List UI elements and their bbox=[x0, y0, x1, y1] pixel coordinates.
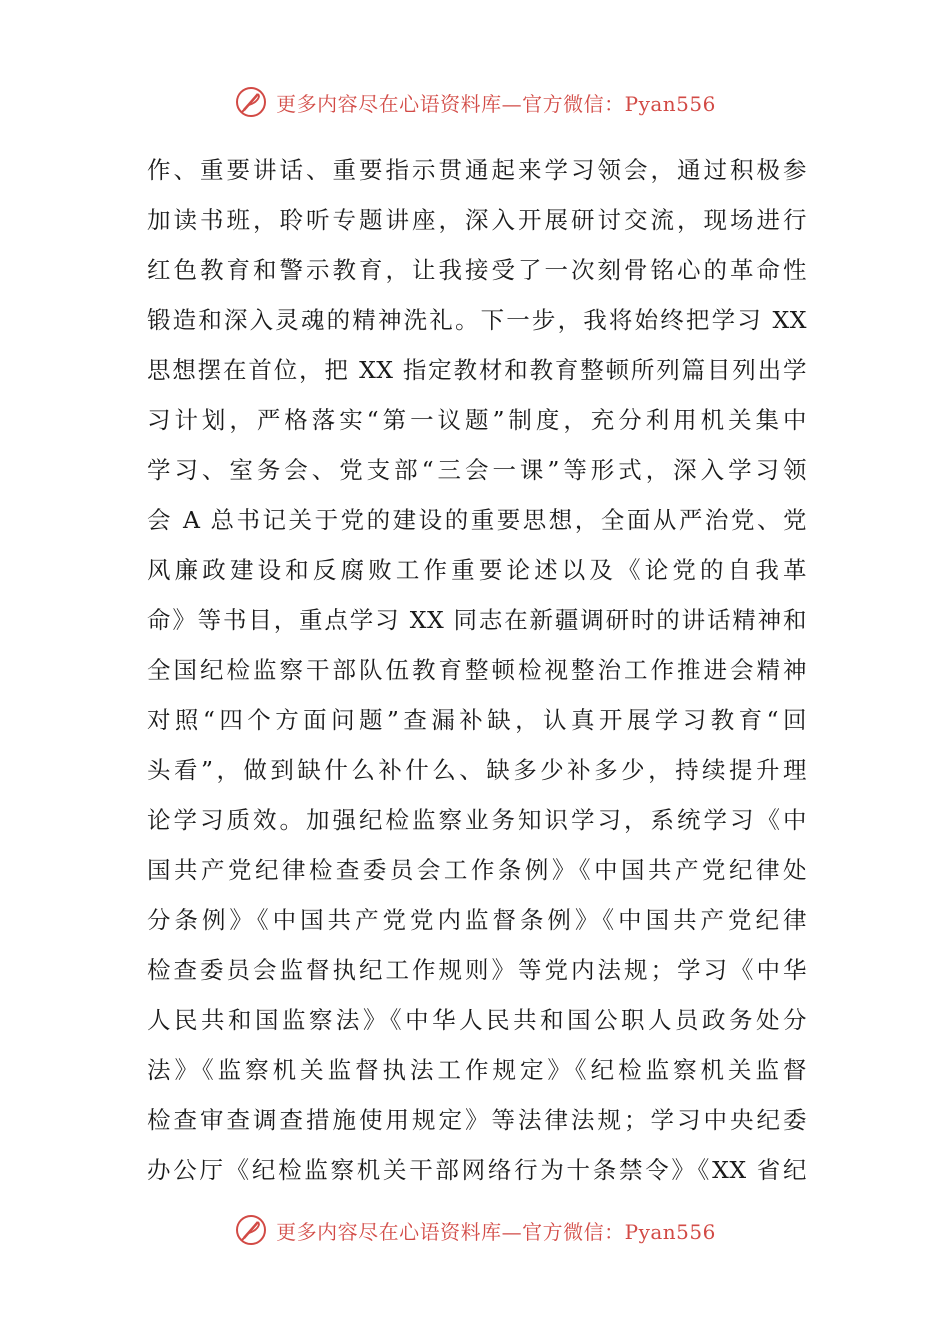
body-line: 人民共和国监察法》《中华人民共和国公职人员政务处分 bbox=[147, 1006, 807, 1034]
header-banner-text: 更多内容尽在心语资料库—官方微信：Pyan556 bbox=[276, 91, 716, 116]
body-line: 加读书班，聆听专题讲座，深入开展研讨交流，现场进行 bbox=[147, 206, 807, 234]
body-line: 习计划，严格落实“第一议题”制度，充分利用机关集中 bbox=[147, 406, 807, 434]
body-line: 学习、室务会、党支部“三会一课”等形式，深入学习领 bbox=[147, 456, 807, 484]
body-line: 分条例》《中国共产党党内监督条例》《中国共产党纪律 bbox=[147, 906, 807, 934]
body-line: 头看”，做到缺什么补什么、缺多少补多少，持续提升理 bbox=[147, 756, 807, 784]
document-body bbox=[147, 145, 807, 1195]
body-line: 法》《监察机关监督执法工作规定》《纪检监察机关监督 bbox=[147, 1056, 807, 1084]
body-line: 办公厅《纪检监察机关干部网络行为十条禁令》《XX 省纪 bbox=[147, 1156, 807, 1184]
body-line: 锻造和深入灵魂的精神洗礼。下一步，我将始终把学习 XX bbox=[147, 306, 807, 334]
body-line: 命》等书目，重点学习 XX 同志在新疆调研时的讲话精神和 bbox=[147, 606, 807, 634]
body-line: 风廉政建设和反腐败工作重要论述以及《论党的自我革 bbox=[147, 556, 807, 584]
footer-banner bbox=[0, 1208, 950, 1252]
body-line: 论学习质效。加强纪检监察业务知识学习，系统学习《中 bbox=[147, 806, 807, 834]
body-line: 检查委员会监督执纪工作规则》等党内法规；学习《中华 bbox=[147, 956, 807, 984]
footer-banner-text: 更多内容尽在心语资料库—官方微信：Pyan556 bbox=[276, 1219, 716, 1244]
body-line: 检查审查调查措施使用规定》等法律法规；学习中央纪委 bbox=[147, 1106, 807, 1134]
body-line: 对照“四个方面问题”查漏补缺，认真开展学习教育“回 bbox=[147, 706, 807, 734]
body-line: 作、重要讲话、重要指示贯通起来学习领会，通过积极参 bbox=[147, 156, 807, 184]
body-line: 会 A 总书记关于党的建设的重要思想，全面从严治党、党 bbox=[147, 506, 807, 534]
quill-pen-circle-icon bbox=[234, 85, 268, 119]
body-line: 国共产党纪律检查委员会工作条例》《中国共产党纪律处 bbox=[147, 856, 807, 884]
body-line: 全国纪检监察干部队伍教育整顿检视整治工作推进会精神 bbox=[147, 656, 807, 684]
body-line: 思想摆在首位，把 XX 指定教材和教育整顿所列篇目列出学 bbox=[147, 356, 807, 384]
header-banner bbox=[0, 80, 950, 124]
quill-pen-circle-icon bbox=[234, 1213, 268, 1247]
body-line: 红色教育和警示教育，让我接受了一次刻骨铭心的革命性 bbox=[147, 256, 807, 284]
